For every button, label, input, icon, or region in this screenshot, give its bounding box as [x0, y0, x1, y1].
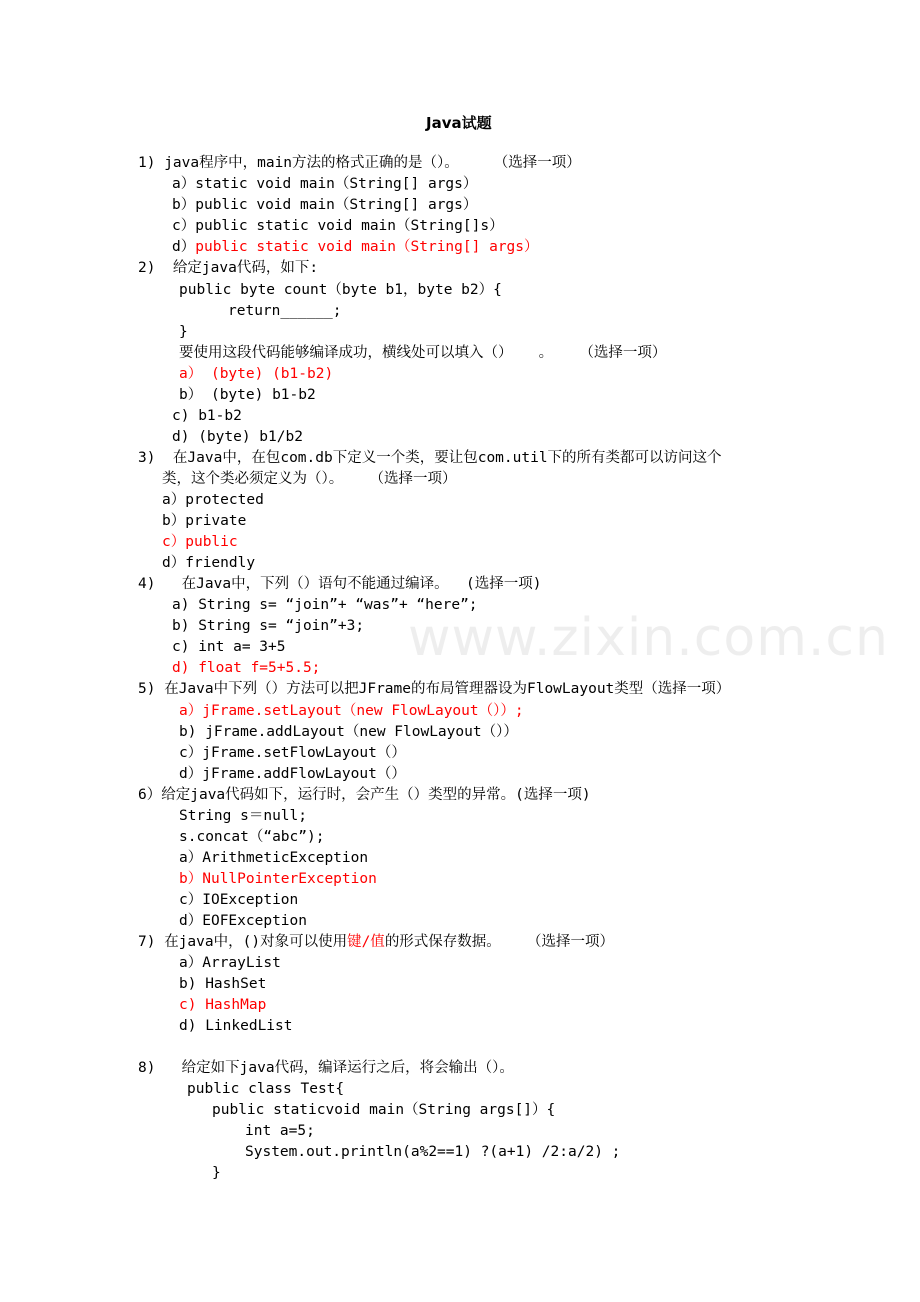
text-line [172, 637, 286, 657]
line-text: s.concat（“abc”); [179, 829, 325, 845]
line-text: d）friendly [162, 555, 256, 571]
line-text: public byte count（byte b1，byte b2）{ [179, 282, 502, 298]
keyword-highlight: 键/值 [347, 934, 385, 950]
line-text: return______; [228, 303, 342, 319]
text-line [179, 722, 518, 742]
line-text: b） (byte) b1-b2 [179, 387, 316, 403]
text-line [172, 195, 477, 215]
line-text: String s＝null; [179, 808, 307, 824]
text-line [162, 490, 264, 510]
line-text: 2) 给定java代码，如下: [138, 260, 319, 276]
watermark: www.zixin.com.cn [408, 608, 889, 668]
line-text: 类，这个类必须定义为（）。 （选择一项） [162, 471, 457, 487]
line-text: c）IOException [179, 892, 299, 908]
text-line [179, 848, 368, 868]
line-text: 7) 在java中，()对象可以使用 [138, 934, 348, 950]
line-text: d) (byte) b1/b2 [172, 429, 303, 445]
line-text: b）public void main（String[] args） [172, 197, 478, 213]
text-line [138, 153, 581, 173]
text-line [162, 532, 238, 552]
text-line [179, 869, 377, 889]
text-line [162, 469, 456, 489]
line-text: 6）给定java代码如下，运行时，会产生（）类型的异常。(选择一项) [138, 787, 591, 803]
text-line [179, 280, 502, 300]
text-line [179, 827, 324, 847]
line-text: 要使用这段代码能够编译成功，横线处可以填入（） 。 （选择一项） [179, 345, 667, 361]
text-line [172, 427, 303, 447]
text-line [138, 679, 730, 699]
line-text: c) b1-b2 [172, 408, 242, 424]
line-text: d) LinkedList [179, 1018, 293, 1034]
line-text: b) String s= “join”+3; [172, 618, 365, 634]
line-text: d）jFrame.addFlowLayout（） [179, 766, 406, 782]
line-text: c）public [162, 534, 238, 550]
text-line [179, 322, 188, 342]
text-line [172, 595, 478, 615]
text-line [179, 701, 524, 721]
text-line [245, 1121, 315, 1141]
line-text: b) HashSet [179, 976, 267, 992]
text-line [179, 764, 406, 784]
text-line [179, 806, 307, 826]
text-line [187, 1079, 344, 1099]
line-text: a） (byte) (b1-b2) [179, 366, 334, 382]
page-title: Java试题 [426, 114, 492, 132]
line-text: 3) 在Java中，在包com.db下定义一个类，要让包com.util下的所有类都可以访问这个 [138, 450, 722, 466]
line-text: } [179, 324, 188, 340]
text-line [179, 995, 266, 1015]
text-line [212, 1100, 555, 1120]
line-text: c）public static void main（String[]s） [172, 218, 504, 234]
line-text: } [212, 1165, 221, 1181]
text-line [138, 448, 722, 468]
text-line [172, 658, 320, 678]
text-line [172, 406, 242, 426]
text-line [179, 911, 307, 931]
line-text: 4) 在Java中，下列（）语句不能通过编译。 (选择一项) [138, 576, 542, 592]
line-text: 1) java程序中，main方法的格式正确的是（）。 （选择一项） [138, 155, 581, 171]
line-text: b）private [162, 513, 247, 529]
line-text: a）ArithmeticException [179, 850, 369, 866]
line-text: public staticvoid main（String args[]）{ [212, 1102, 556, 1118]
text-line [179, 890, 298, 910]
line-text: b) jFrame.addLayout（new FlowLayout（）） [179, 724, 518, 740]
text-line [179, 974, 266, 994]
text-line [138, 574, 542, 594]
text-line [179, 385, 316, 405]
text-line [172, 616, 364, 636]
text-line [162, 511, 246, 531]
text-line [179, 1016, 293, 1036]
text-line [172, 237, 539, 257]
text-line [172, 216, 504, 236]
text-line [228, 301, 342, 321]
line-text: a) String s= “join”+ “was”+ “here”; [172, 597, 478, 613]
text-line [138, 932, 614, 952]
text-line [138, 1058, 514, 1078]
text-line [179, 953, 281, 973]
text-line [179, 743, 406, 763]
answer-highlight: public static void main（String[] args） [195, 239, 539, 255]
line-text: System.out.println(a%2==1) ?(a+1) /2:a/2) ; [245, 1144, 621, 1160]
line-text: a）protected [162, 492, 264, 508]
line-text: int a=5; [245, 1123, 315, 1139]
text-line [179, 343, 666, 363]
line-text: d） [172, 239, 196, 255]
text-line [212, 1163, 221, 1183]
line-text: a）static void main（String[] args） [172, 176, 478, 192]
text-line [162, 553, 255, 573]
text-line [138, 785, 591, 805]
line-text: d）EOFException [179, 913, 307, 929]
line-text: public class Test{ [187, 1081, 345, 1097]
line-text: a）ArrayList [179, 955, 281, 971]
line-text: c) int a= 3+5 [172, 639, 286, 655]
line-text: d) float f=5+5.5; [172, 660, 321, 676]
text-line [179, 364, 333, 384]
text-line [172, 174, 477, 194]
line-text: c) HashMap [179, 997, 267, 1013]
line-text: a）jFrame.setLayout（new FlowLayout（））; [179, 703, 524, 719]
text-line [245, 1142, 620, 1162]
text-line [138, 258, 318, 278]
line-text: b）NullPointerException [179, 871, 377, 887]
line-text: c）jFrame.setFlowLayout（） [179, 745, 406, 761]
line-text: 8) 给定如下java代码，编译运行之后，将会输出（）。 [138, 1060, 514, 1076]
line-text: 5) 在Java中下列（）方法可以把JFrame的布局管理器设为FlowLayout类型（选择一项） [138, 681, 731, 697]
line-text-continued: 的形式保存数据。 （选择一项） [384, 934, 615, 950]
